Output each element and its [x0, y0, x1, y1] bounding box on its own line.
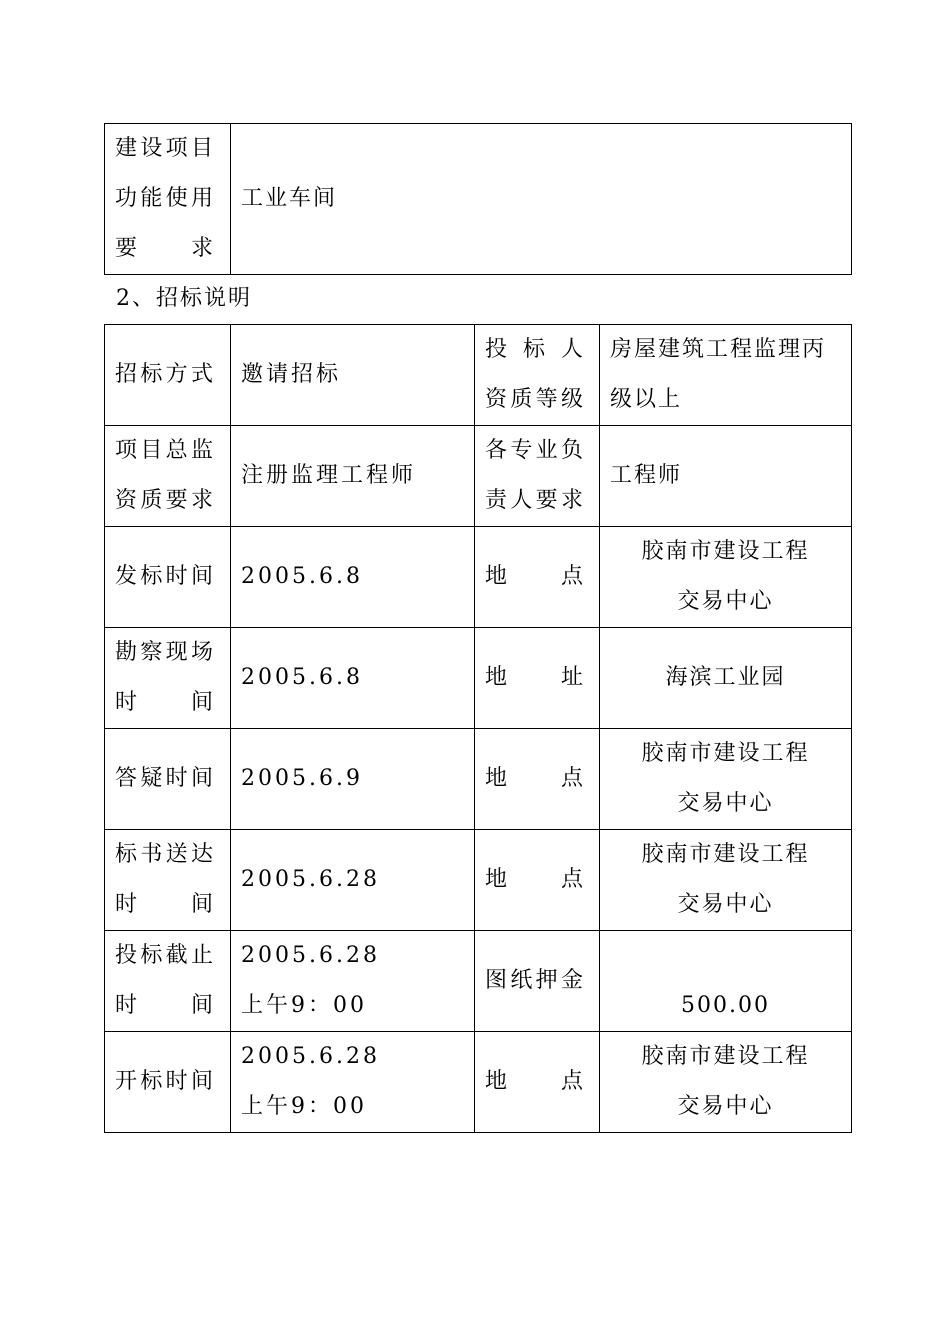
label-cell	[475, 325, 600, 426]
label-cell	[105, 124, 231, 275]
cell-line: 胶南市建设工程	[641, 1044, 810, 1069]
label-cell	[475, 527, 600, 628]
cell-line: 投 标 人	[485, 337, 585, 362]
value-cell	[600, 931, 852, 1032]
cell-line: 开标时间	[115, 1069, 215, 1094]
cell-line: 交易中心	[677, 892, 774, 917]
cell-line: 项目总监	[115, 438, 215, 463]
cell-line: 各专业负	[485, 438, 585, 463]
value-cell	[600, 729, 852, 830]
cell-line: 级以上	[610, 387, 683, 412]
cell-line: 交易中心	[677, 791, 774, 816]
table-row	[105, 527, 852, 628]
label-cell	[475, 931, 600, 1032]
cell-line: 上午9：00	[241, 1094, 367, 1119]
cell-line: 地 点	[485, 766, 585, 791]
cell-line: 时 间	[115, 993, 215, 1018]
cell-line: 地 点	[485, 867, 585, 892]
cell-line: 资质要求	[115, 488, 215, 513]
table-row	[105, 931, 852, 1032]
cell-line: 时 间	[115, 892, 215, 917]
label-cell	[105, 628, 231, 729]
cell-line: 上午9：00	[241, 993, 367, 1018]
value-cell	[231, 931, 475, 1032]
label-cell	[475, 729, 600, 830]
cell-line: 2005.6.28	[241, 1044, 380, 1069]
cell-line: 2005.6.28	[241, 867, 380, 892]
cell-line: 2005.6.28	[241, 943, 380, 968]
value-cell	[231, 830, 475, 931]
cell-line: 500.00	[681, 993, 770, 1018]
value-cell	[231, 325, 475, 426]
label-cell	[105, 729, 231, 830]
label-cell	[105, 830, 231, 931]
label-cell	[475, 830, 600, 931]
label-cell	[475, 628, 600, 729]
label-line: 要 求	[115, 236, 215, 261]
label-cell	[105, 1032, 231, 1133]
table-row	[105, 729, 852, 830]
cell-line: 资质等级	[485, 387, 585, 412]
value-cell	[231, 729, 475, 830]
value-cell	[231, 527, 475, 628]
cell-line: 工程师	[610, 463, 683, 488]
section-heading: 2、招标说明	[116, 286, 252, 311]
cell-line: 招标方式	[115, 362, 215, 387]
table-row	[105, 124, 852, 275]
table-row	[105, 426, 852, 527]
table-row	[105, 1032, 852, 1133]
value-cell	[600, 426, 852, 527]
value-cell	[231, 1032, 475, 1133]
cell-line: 地 址	[485, 665, 585, 690]
value-cell	[600, 1032, 852, 1133]
label-cell	[475, 426, 600, 527]
cell-line: 海滨工业园	[665, 665, 786, 690]
table-row	[105, 628, 852, 729]
cell-line: 图纸押金	[485, 968, 585, 993]
cell-line: 发标时间	[115, 564, 215, 589]
cell-line: 交易中心	[677, 1094, 774, 1119]
value-cell	[600, 628, 852, 729]
cell-line: 投标截止	[115, 943, 215, 968]
table-row	[105, 830, 852, 931]
cell-line: 注册监理工程师	[241, 463, 417, 488]
cell-line: 交易中心	[677, 589, 774, 614]
value-cell	[600, 527, 852, 628]
cell-line: 胶南市建设工程	[641, 539, 810, 564]
cell-line: 地 点	[485, 564, 585, 589]
label-cell	[105, 527, 231, 628]
label-line: 建设项目	[115, 136, 215, 161]
cell-line	[600, 931, 851, 981]
cell-line: 答疑时间	[115, 766, 215, 791]
value-cell	[231, 628, 475, 729]
label-cell	[475, 1032, 600, 1133]
cell-line: 胶南市建设工程	[641, 842, 810, 867]
table-row	[105, 325, 852, 426]
value-cell: 工业车间	[231, 124, 852, 275]
cell-line: 勘察现场	[115, 640, 215, 665]
label-line: 功能使用	[115, 186, 215, 211]
value-cell	[231, 426, 475, 527]
cell-line: 胶南市建设工程	[641, 741, 810, 766]
label-cell	[105, 426, 231, 527]
cell-line: 责人要求	[485, 488, 585, 513]
project-requirement-table	[104, 123, 852, 275]
cell-line: 房屋建筑工程监理丙	[610, 337, 827, 362]
cell-line: 时 间	[115, 690, 215, 715]
bid-info-table	[104, 324, 852, 1133]
label-cell	[105, 325, 231, 426]
value-cell	[600, 325, 852, 426]
cell-line: 地 点	[485, 1069, 585, 1094]
value-cell	[600, 830, 852, 931]
cell-line: 2005.6.9	[241, 766, 363, 791]
cell-line: 2005.6.8	[241, 564, 363, 589]
label-cell	[105, 931, 231, 1032]
cell-line: 邀请招标	[241, 362, 342, 387]
cell-line: 标书送达	[115, 842, 215, 867]
cell-line: 2005.6.8	[241, 665, 363, 690]
